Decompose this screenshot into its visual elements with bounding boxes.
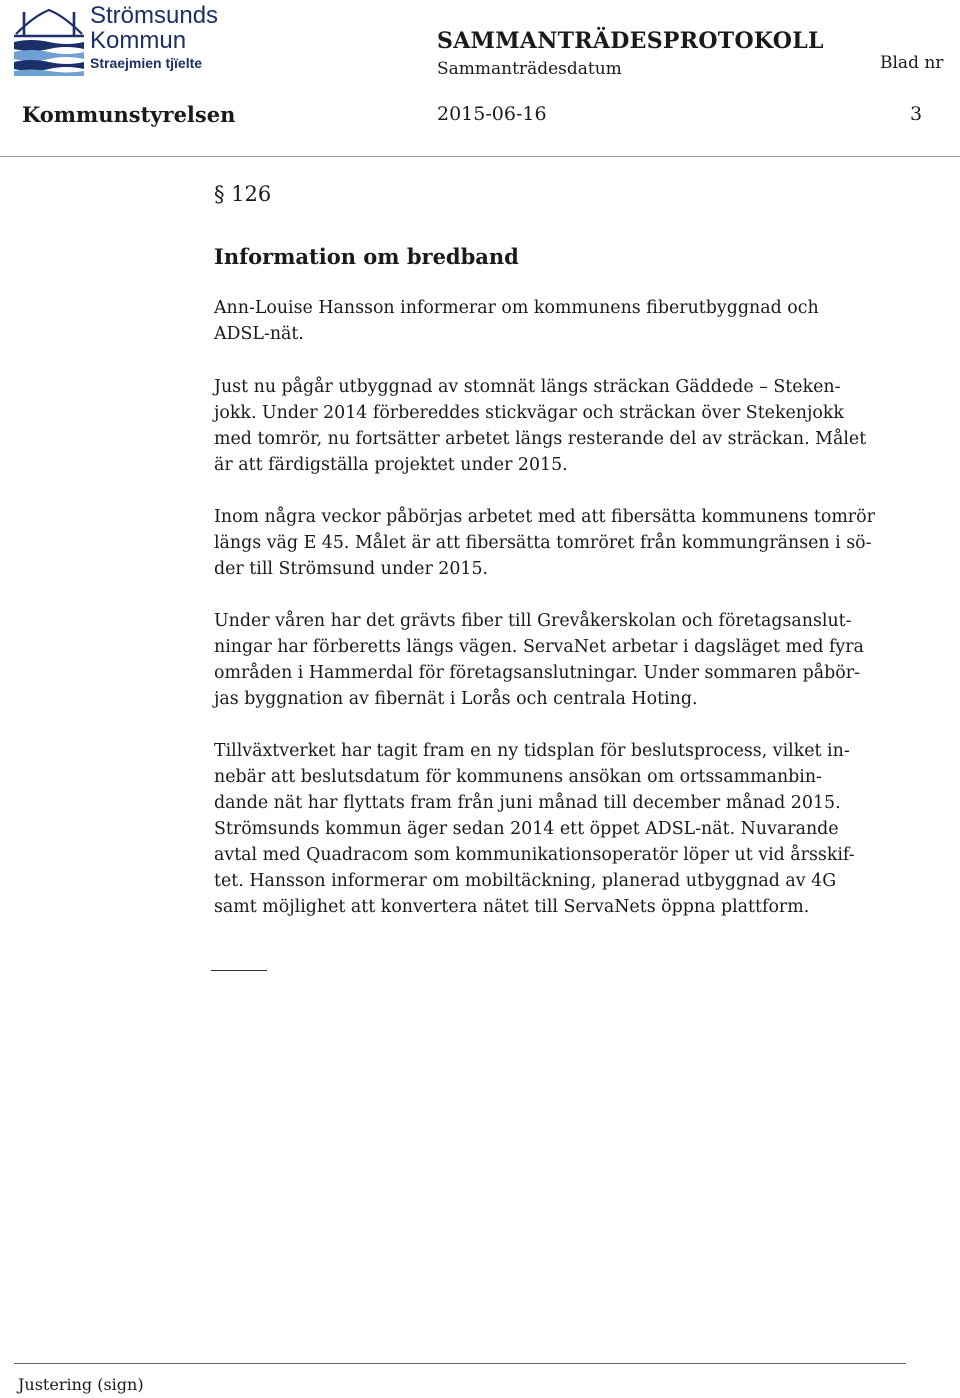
- board-name: Kommunstyrelsen: [22, 102, 236, 127]
- paragraph-line: jas byggnation av fibernät i Lorås och centrala Hoting.: [214, 689, 698, 709]
- paragraph-line: Just nu pågår utbyggnad av stomnät längs sträckan Gäddede – Steken-: [214, 377, 841, 397]
- paragraph-line: tet. Hansson informerar om mobiltäckning, planerad utbyggnad av 4G: [214, 871, 837, 891]
- section-end-divider: [211, 970, 267, 971]
- paragraph-4: [214, 608, 864, 712]
- meeting-date: 2015-06-16: [437, 103, 547, 125]
- paragraph-line: jokk. Under 2014 förbereddes stickvägar och sträckan över Stekenjokk: [214, 403, 844, 423]
- paragraph-line: samt möjlighet att konvertera nätet till ServaNets öppna plattform.: [214, 897, 810, 917]
- paragraph-line: Under våren har det grävts fiber till Grevåkerskolan och företagsanslut-: [214, 611, 852, 631]
- paragraph-line: längs väg E 45. Målet är att fibersätta tomröret från kommungränsen i sö-: [214, 533, 872, 553]
- meeting-date-label: Sammanträdesdatum: [437, 59, 622, 79]
- page-number: 3: [910, 103, 923, 125]
- signature-label: Justering (sign): [18, 1375, 144, 1394]
- paragraph-line: Ann-Louise Hansson informerar om kommunens fiberutbyggnad och: [214, 298, 819, 318]
- protocol-title: SAMMANTRÄDESPROTOKOLL: [437, 28, 824, 54]
- header-divider: [0, 156, 960, 157]
- paragraph-line: är att färdigställa projektet under 2015.: [214, 455, 568, 475]
- paragraph-line: områden i Hammerdal för företagsanslutningar. Under sommaren påbör-: [214, 663, 860, 683]
- section-number: § 126: [214, 182, 272, 206]
- section-heading: Information om bredband: [214, 244, 519, 269]
- page-number-label: Blad nr: [880, 53, 944, 73]
- paragraph-line: ADSL-nät.: [214, 324, 304, 344]
- paragraph-line: avtal med Quadracom som kommunikationsoperatör löper ut vid årsskif-: [214, 845, 855, 865]
- logo-name-line-1: Strömsunds: [90, 2, 219, 29]
- paragraph-line: ningar har förberetts längs vägen. ServaNet arbetar i dagsläget med fyra: [214, 637, 864, 657]
- paragraph-line: Tillväxtverket har tagit fram en ny tidsplan för beslutsprocess, vilket in-: [214, 741, 850, 761]
- bridge-emblem-icon: [14, 4, 84, 76]
- paragraph-line: Inom några veckor påbörjas arbetet med att fibersätta kommunens tomrör: [214, 507, 875, 527]
- paragraph-3: [214, 504, 875, 582]
- paragraph-5: [214, 738, 855, 920]
- logo-name-line-2: Kommun: [90, 27, 187, 54]
- signature-line: [14, 1363, 906, 1364]
- paragraph-line: Strömsunds kommun äger sedan 2014 ett öppet ADSL-nät. Nuvarande: [214, 819, 839, 839]
- paragraph-line: nebär att beslutsdatum för kommunens ansökan om ortssammanbin-: [214, 767, 822, 787]
- paragraph-2: [214, 374, 866, 478]
- paragraph-line: der till Strömsund under 2015.: [214, 559, 489, 579]
- paragraph-line: med tomrör, nu fortsätter arbetet längs resterande del av sträckan. Målet: [214, 429, 867, 449]
- logo-name-line-3: Straejmien tjïelte: [90, 55, 203, 71]
- municipality-logo: [14, 4, 224, 76]
- paragraph-line: dande nät har flyttats fram från juni månad till december månad 2015.: [214, 793, 841, 813]
- paragraph-1: [214, 295, 819, 347]
